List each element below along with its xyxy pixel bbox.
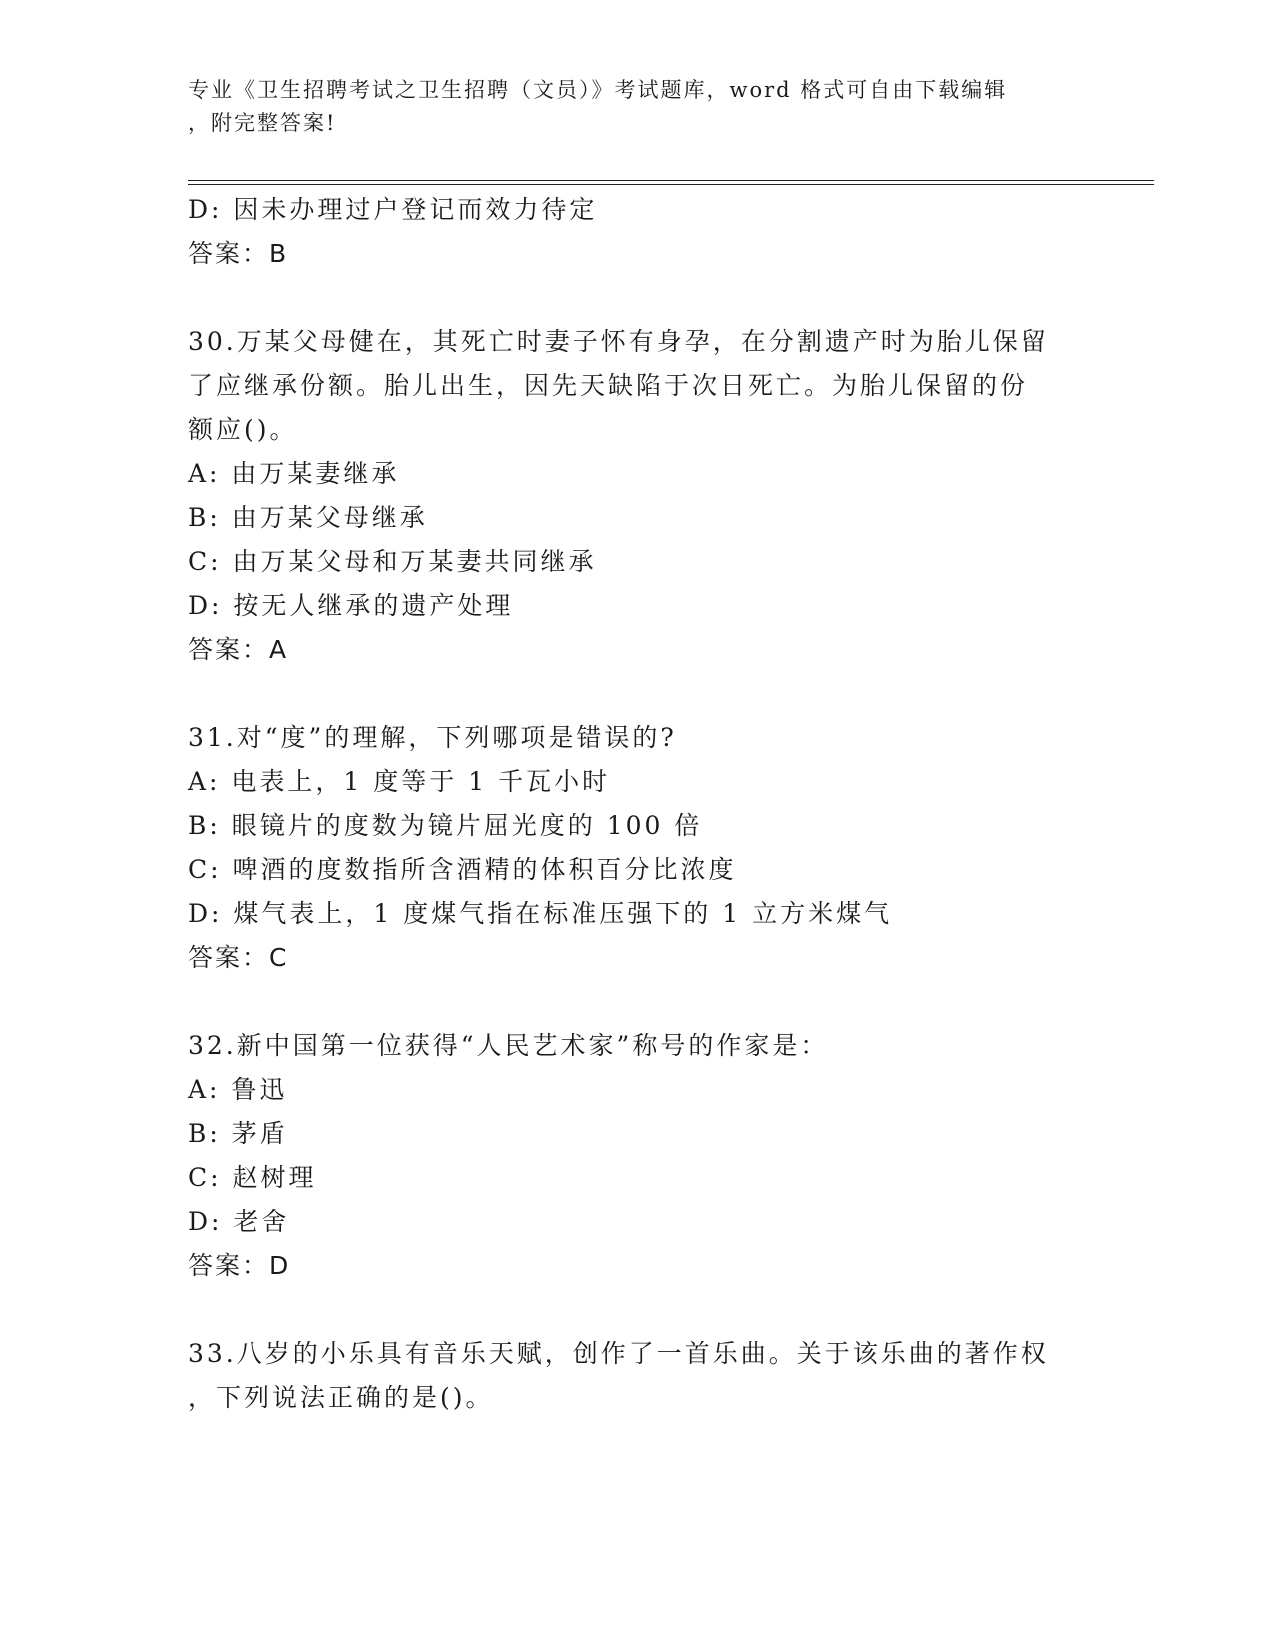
q31-option-c: C: 啤酒的度数指所含酒精的体积百分比浓度 — [188, 855, 737, 884]
q29-answer: 答案：B — [188, 239, 289, 268]
q32-option-b: B: 茅盾 — [188, 1119, 288, 1148]
q30-text-line-1: 30.万某父母健在，其死亡时妻子怀有身孕，在分割遗产时为胎儿保留 — [188, 327, 1049, 356]
q32-text-line-1: 32.新中国第一位获得“人民艺术家”称号的作家是： — [188, 1031, 829, 1060]
q32-answer: 答案：D — [188, 1251, 291, 1280]
q33-text-line-1: 33.八岁的小乐具有音乐天赋，创作了一首乐曲。关于该乐曲的著作权 — [188, 1339, 1049, 1368]
q32-option-a: A: 鲁迅 — [188, 1075, 288, 1104]
q32-option-c: C: 赵树理 — [188, 1163, 317, 1192]
q33-text-line-2: ，下列说法正确的是()。 — [188, 1383, 494, 1412]
document-header — [188, 74, 1088, 140]
q31-answer: 答案：C — [188, 943, 289, 972]
q30-text-line-3: 额应()。 — [188, 415, 298, 444]
q31-option-d: D: 煤气表上，1 度煤气指在标准压强下的 1 立方米煤气 — [188, 899, 893, 928]
q31-option-b: B: 眼镜片的度数为镜片屈光度的 100 倍 — [188, 811, 703, 840]
q31-option-a: A: 电表上，1 度等于 1 千瓦小时 — [188, 767, 611, 796]
q30-option-d: D: 按无人继承的遗产处理 — [188, 591, 514, 620]
q30-option-b: B: 由万某父母继承 — [188, 503, 428, 532]
header-line-1: 专业《卫生招聘考试之卫生招聘（文员）》考试题库，word 格式可自由下载编辑 — [188, 78, 1008, 102]
header-divider-top — [188, 180, 1154, 181]
header-divider-bottom — [188, 184, 1154, 185]
q29-option-d: D: 因未办理过户登记而效力待定 — [188, 195, 598, 224]
q30-option-c: C: 由万某父母和万某妻共同继承 — [188, 547, 597, 576]
q30-text-line-2: 了应继承份额。胎儿出生，因先天缺陷于次日死亡。为胎儿保留的份 — [188, 371, 1029, 400]
q30-answer: 答案：A — [188, 635, 289, 664]
header-line-2: ，附完整答案! — [188, 111, 337, 135]
q32-option-d: D: 老舍 — [188, 1207, 290, 1236]
q31-text-line-1: 31.对“度”的理解，下列哪项是错误的? — [188, 723, 677, 752]
q30-option-a: A: 由万某妻继承 — [188, 459, 400, 488]
